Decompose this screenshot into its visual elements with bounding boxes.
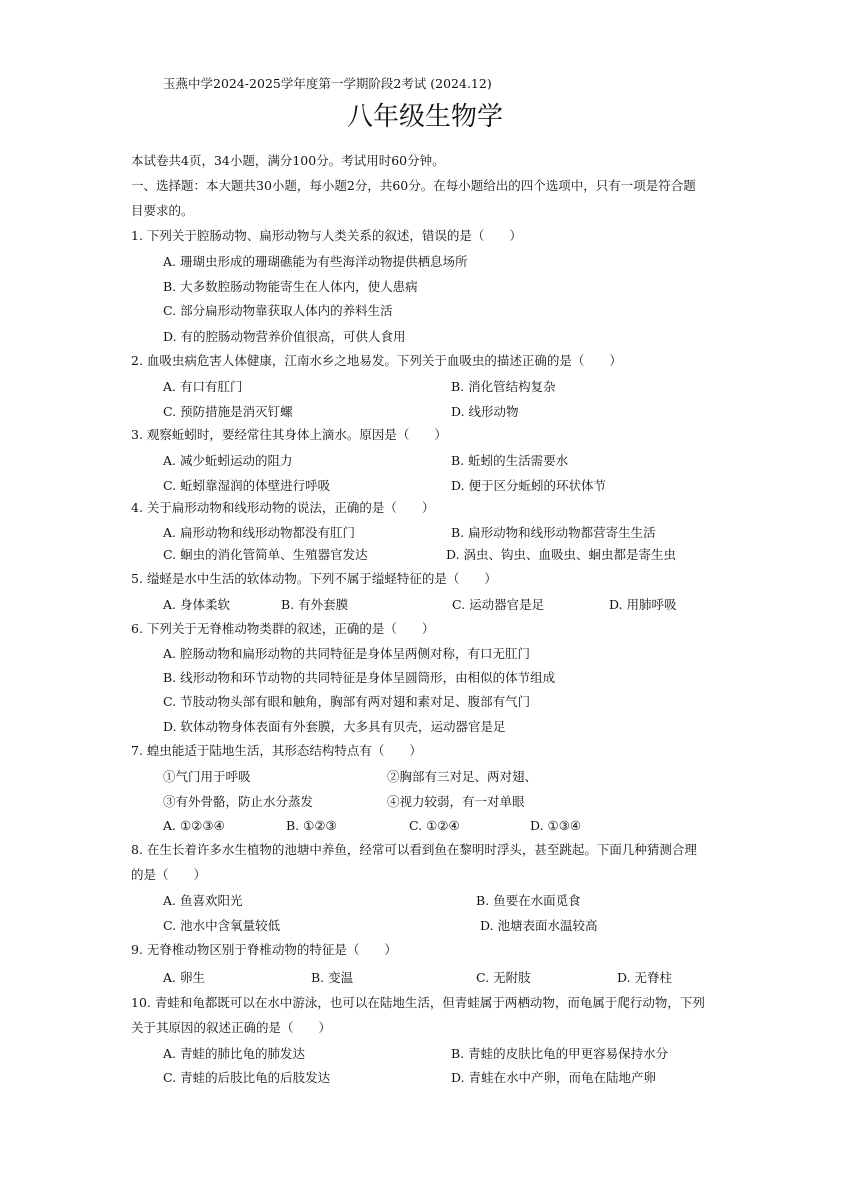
question-7-statement-3: ③有外骨骼，防止水分蒸发	[163, 794, 314, 809]
question-2-option-a: A. 有口有肛门	[163, 379, 243, 394]
question-7-option-d: D. ①③④	[530, 818, 582, 833]
question-3-option-d: D. 便于区分蚯蚓的环状体节	[451, 478, 607, 493]
question-6-stem: 6. 下列关于无脊椎动物类群的叙述，正确的是（ ）	[131, 621, 435, 636]
question-10-option-c: C. 青蛙的后肢比龟的后肢发达	[163, 1070, 331, 1085]
exam-intro: 本试卷共4页，34小题，满分100分。考试用时60分钟。	[131, 153, 445, 168]
question-5-option-a: A. 身体柔软	[163, 597, 230, 612]
question-5-option-c: C. 运动器官是足	[452, 597, 545, 612]
question-2-stem: 2. 血吸虫病危害人体健康，江南水乡之地易发。下列关于血吸虫的描述正确的是（ ）	[131, 353, 622, 368]
section-instructions-line1: 一、选择题：本大题共30小题，每小题2分，共60分。在每小题给出的四个选项中，只有一项是符合题	[131, 178, 696, 193]
question-7-stem: 7. 蝗虫能适于陆地生活，其形态结构特点有（ ）	[131, 743, 422, 758]
question-1-option-c: C. 部分扁形动物靠获取人体内的养料生活	[163, 303, 393, 318]
question-4-option-b: B. 扁形动物和线形动物都营寄生生活	[451, 525, 656, 540]
question-4-option-c: C. 蛔虫的消化管简单、生殖器官发达	[163, 547, 368, 562]
question-6-option-a: A. 腔肠动物和扁形动物的共同特征是身体呈两侧对称，有口无肛门	[163, 646, 530, 661]
question-10-stem-line2: 关于其原因的叙述正确的是（ ）	[131, 1020, 332, 1035]
question-10-option-b: B. 青蛙的皮肤比龟的甲更容易保持水分	[451, 1046, 669, 1061]
question-9-option-a: A. 卵生	[163, 970, 205, 985]
question-6-option-d: D. 软体动物身体表面有外套膜，大多具有贝壳，运动器官是足	[163, 719, 506, 734]
question-7-statement-1: ①气门用于呼吸	[163, 769, 251, 784]
question-3-option-a: A. 减少蚯蚓运动的阻力	[163, 453, 293, 468]
question-5-stem: 5. 缢蛏是水中生活的软体动物。下列不属于缢蛏特征的是（ ）	[131, 571, 497, 586]
question-10-stem-line1: 10. 青蛙和龟都既可以在水中游泳，也可以在陆地生活，但青蛙属于两栖动物，而龟属于爬行动物，下列	[131, 995, 705, 1010]
question-4-option-d: D. 涡虫、钩虫、血吸虫、蛔虫都是寄生虫	[446, 547, 677, 562]
question-7-statement-2: ②胸部有三对足、两对翅、	[387, 769, 538, 784]
question-2-option-c: C. 预防措施是消灭钉螺	[163, 404, 293, 419]
question-9-option-d: D. 无脊柱	[617, 970, 673, 985]
question-9-option-b: B. 变温	[311, 970, 354, 985]
question-2-option-d: D. 线形动物	[451, 404, 519, 419]
question-8-option-b: B. 鱼要在水面觅食	[476, 893, 581, 908]
question-8-option-a: A. 鱼喜欢阳光	[163, 893, 243, 908]
question-8-stem-line1: 8. 在生长着许多水生植物的池塘中养鱼，经常可以看到鱼在黎明时浮头，甚至跳起。下面几种猜测合理	[131, 842, 697, 857]
question-3-option-c: C. 蚯蚓靠湿润的体壁进行呼吸	[163, 478, 331, 493]
question-6-option-b: B. 线形动物和环节动物的共同特征是身体呈圆筒形，由相似的体节组成	[163, 670, 556, 685]
question-7-statement-4: ④视力较弱，有一对单眼	[387, 794, 525, 809]
question-9-option-c: C. 无附肢	[476, 970, 531, 985]
question-7-option-c: C. ①②④	[409, 818, 460, 833]
question-1-option-d: D. 有的腔肠动物营养价值很高，可供人食用	[163, 329, 406, 344]
question-1-option-a: A. 珊瑚虫形成的珊瑚礁能为有些海洋动物提供栖息场所	[163, 254, 468, 269]
question-10-option-a: A. 青蛙的肺比龟的肺发达	[163, 1046, 305, 1061]
question-1-option-b: B. 大多数腔肠动物能寄生在人体内，使人患病	[163, 279, 418, 294]
question-8-option-c: C. 池水中含氧量较低	[163, 918, 281, 933]
question-9-stem: 9. 无脊椎动物区别于脊椎动物的特征是（ ）	[131, 942, 397, 957]
question-5-option-b: B. 有外套膜	[281, 597, 349, 612]
section-instructions-line2: 目要求的。	[131, 203, 194, 218]
question-6-option-c: C. 节肢动物头部有眼和触角，胸部有两对翅和素对足、腹部有气门	[163, 694, 531, 709]
question-7-option-a: A. ①②③④	[163, 818, 225, 833]
question-5-option-d: D. 用肺呼吸	[609, 597, 677, 612]
question-8-option-d: D. 池塘表面水温较高	[480, 918, 598, 933]
question-7-option-b: B. ①②③	[286, 818, 337, 833]
question-4-stem: 4. 关于扁形动物和线形动物的说法，正确的是（ ）	[131, 500, 435, 515]
question-8-stem-line2: 的是（ ）	[131, 867, 207, 882]
question-10-option-d: D. 青蛙在水中产卵，而龟在陆地产卵	[451, 1070, 657, 1085]
exam-header: 玉燕中学2024-2025学年度第一学期阶段2考试 (2024.12)	[163, 76, 492, 91]
question-3-option-b: B. 蚯蚓的生活需要水	[451, 453, 569, 468]
exam-title: 八年级生物学	[347, 102, 504, 132]
question-1-stem: 1. 下列关于腔肠动物、扁形动物与人类关系的叙述，错误的是（ ）	[131, 228, 522, 243]
question-2-option-b: B. 消化管结构复杂	[451, 379, 556, 394]
question-4-option-a: A. 扁形动物和线形动物都没有肛门	[163, 525, 355, 540]
question-3-stem: 3. 观察蚯蚓时，要经常往其身体上滴水。原因是（ ）	[131, 427, 447, 442]
